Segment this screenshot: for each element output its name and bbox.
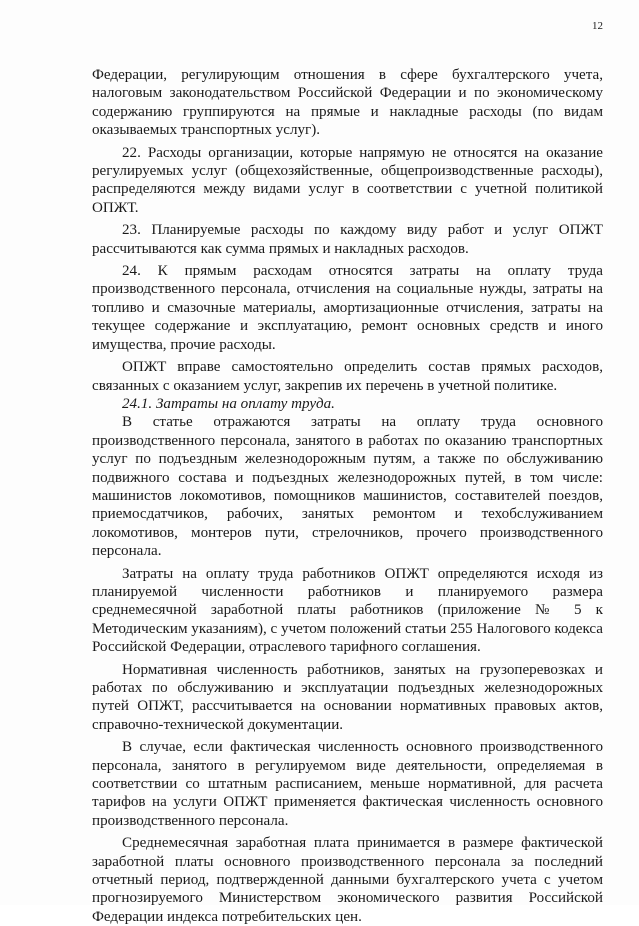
paragraph-labor-determination: Затраты на оплату труда работников ОПЖТ определяются исходя из планируемой численности работников и планируемого размера среднемесячной заработной платы работников (приложение № 5 к Методическим указаниям), с учетом положений статьи 255 Налогового кодекса Российской Федерации, отраслевого тарифного соглашения. — [92, 565, 603, 656]
paragraph-labor-costs: В статье отражаются затраты на оплату труда основного производственного персонала, занятого в работах по оказанию транспортных услуг по подъездным железнодорожным путям, а также по обслуживанию подвижного состава и подъездных железнодорожных путей, в том числе: машинистов локомотивов, помощников машинистов, составителей поездов, приемосдатчиков, рабочих, занятых ремонтом и техобслуживанием локомотивов, монтеров пути, стрелочников, прочего производственного персонала. — [92, 414, 603, 560]
paragraph-actual-headcount: В случае, если фактическая численность основного производственного персонала, занятого в регулируемом виде деятельности, определяемая в соответствии со штатным расписанием, меньше нормативной, для расчета тарифов на услуги ОПЖТ применяется фактическая численность основного производственного персонала. — [92, 739, 603, 829]
document-body — [92, 66, 603, 926]
subsection-heading-24-1: 24.1. Затраты на оплату труда. — [122, 395, 335, 412]
paragraph-continuation: Федерации, регулирующим отношения в сфере бухгалтерского учета, налоговым законодательством Российской Федерации и по экономическому содержанию группируются на прямые и накладные расходы (по видам оказываемых транспортных услуг). — [92, 67, 603, 139]
paragraph-22: 22. Расходы организации, которые напрямую не относятся на оказание регулируемых услуг (общехозяйственные, общепроизводственные расходы), распределяются между видами услуг в соответствии с учетной политикой ОПЖТ. — [92, 144, 603, 216]
paragraph-24-note: ОПЖТ вправе самостоятельно определить состав прямых расходов, связанных с оказанием услуг, закрепив их перечень в учетной политике. — [92, 359, 603, 394]
paragraph-normative-headcount: Нормативная численность работников, занятых на грузоперевозках и работах по обслуживанию и эксплуатации подъездных железнодорожных путей ОПЖТ, рассчитывается на основании нормативных правовых актов, справочно-технической документации. — [92, 661, 603, 733]
paragraph-average-salary: Среднемесячная заработная плата принимается в размере фактической заработной платы основного производственного персонала за последний отчетный период, подтвержденной данными бухгалтерского учета с учетом прогнозируемого Министерством экономического развития Российской Федерации индекса потребительских цен. — [92, 835, 603, 925]
paragraph-23: 23. Планируемые расходы по каждому виду работ и услуг ОПЖТ рассчитываются как сумма прямых и накладных расходов. — [92, 222, 603, 257]
paragraph-24: 24. К прямым расходам относятся затраты на оплату труда производственного персонала, отчисления на социальные нужды, затраты на топливо и смазочные материалы, амортизационные отчисления, затраты на текущее содержание и эксплуатацию, ремонт основных средств и иного имущества, прочие расходы. — [92, 263, 603, 353]
page-number: 12 — [592, 20, 603, 32]
